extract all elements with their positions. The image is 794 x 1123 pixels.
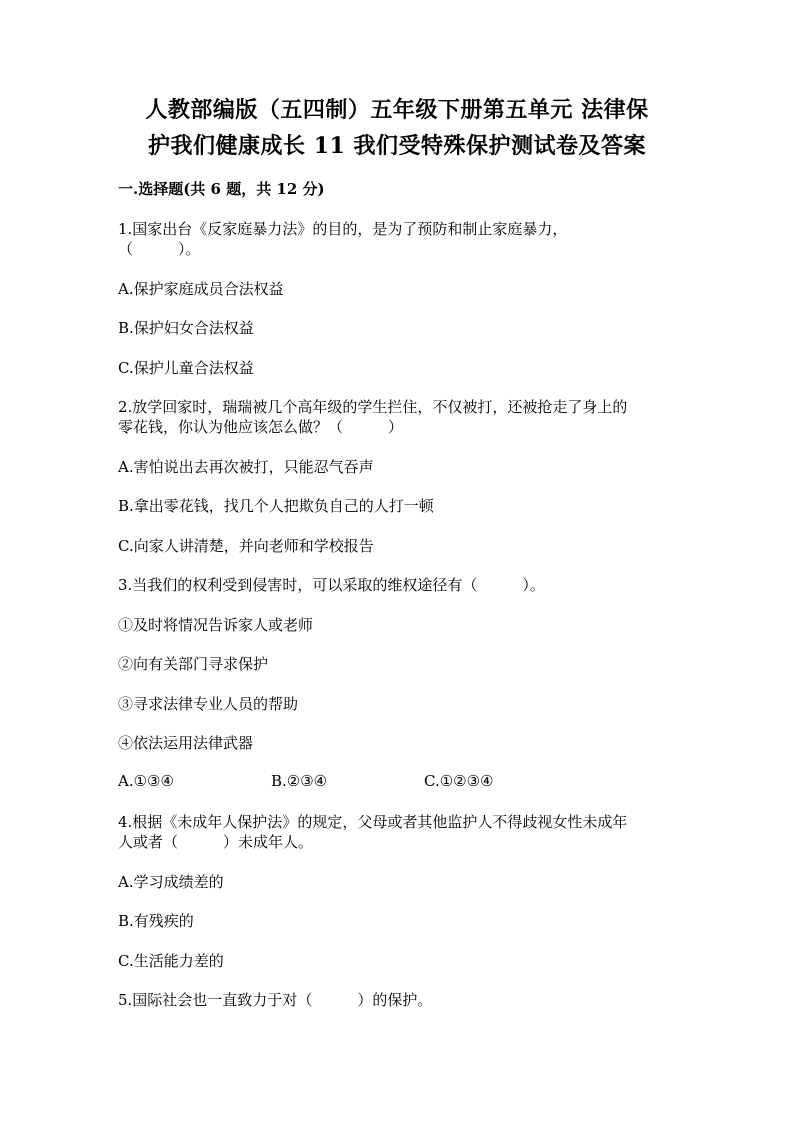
question-2-option-b: B.拿出零花钱，找几个人把欺负自己的人打一顿 bbox=[118, 497, 434, 515]
question-2-stem-line-2: 零花钱，你认为他应该怎么做？（ ） bbox=[118, 418, 404, 436]
question-4-stem-line-2: 人或者（ ）未成年人。 bbox=[118, 833, 314, 851]
question-4-option-a: A.学习成绩差的 bbox=[118, 873, 224, 891]
question-4-stem-line-1: 4.根据《未成年人保护法》的规定，父母或者其他监护人不得歧视女性未成年 bbox=[118, 813, 628, 831]
question-2-stem-line-1: 2.放学回家时，瑞瑞被几个高年级的学生拦住，不仅被打，还被抢走了身上的 bbox=[118, 398, 628, 416]
page-title-line-2: 护我们健康成长 11 我们受特殊保护测试卷及答案 bbox=[148, 133, 646, 159]
question-1-stem-line-1: 1.国家出台《反家庭暴力法》的目的，是为了预防和制止家庭暴力， bbox=[118, 220, 568, 238]
section-heading: 一.选择题(共 6 题，共 12 分) bbox=[118, 180, 325, 198]
question-4-option-b: B.有残疾的 bbox=[118, 912, 194, 930]
question-2-option-a: A.害怕说出去再次被打，只能忍气吞声 bbox=[118, 458, 374, 476]
question-3-option-c: C.①②③④ bbox=[424, 772, 494, 790]
question-2-option-c: C.向家人讲清楚，并向老师和学校报告 bbox=[118, 537, 374, 555]
question-5-stem: 5.国际社会也一直致力于对（ ）的保护。 bbox=[118, 991, 433, 1009]
page-title-line-1: 人教部编版（五四制）五年级下册第五单元 法律保 bbox=[145, 97, 649, 123]
question-3-item-1: ①及时将情况告诉家人或老师 bbox=[118, 616, 314, 634]
question-3-item-2: ②向有关部门寻求保护 bbox=[118, 655, 269, 673]
question-4-option-c: C.生活能力差的 bbox=[118, 952, 224, 970]
question-1-option-b: B.保护妇女合法权益 bbox=[118, 319, 254, 337]
question-3-stem: 3.当我们的权利受到侵害时，可以采取的维权途径有（ ）。 bbox=[118, 576, 545, 594]
question-3-option-a: A.①③④ bbox=[118, 772, 174, 790]
question-1-stem-line-2: （ ）。 bbox=[118, 240, 201, 258]
question-3-item-4: ④依法运用法律武器 bbox=[118, 734, 254, 752]
question-1-option-a: A.保护家庭成员合法权益 bbox=[118, 280, 284, 298]
question-3-item-3: ③寻求法律专业人员的帮助 bbox=[118, 695, 299, 713]
question-1-option-c: C.保护儿童合法权益 bbox=[118, 359, 254, 377]
question-3-option-b: B.②③④ bbox=[271, 772, 328, 790]
